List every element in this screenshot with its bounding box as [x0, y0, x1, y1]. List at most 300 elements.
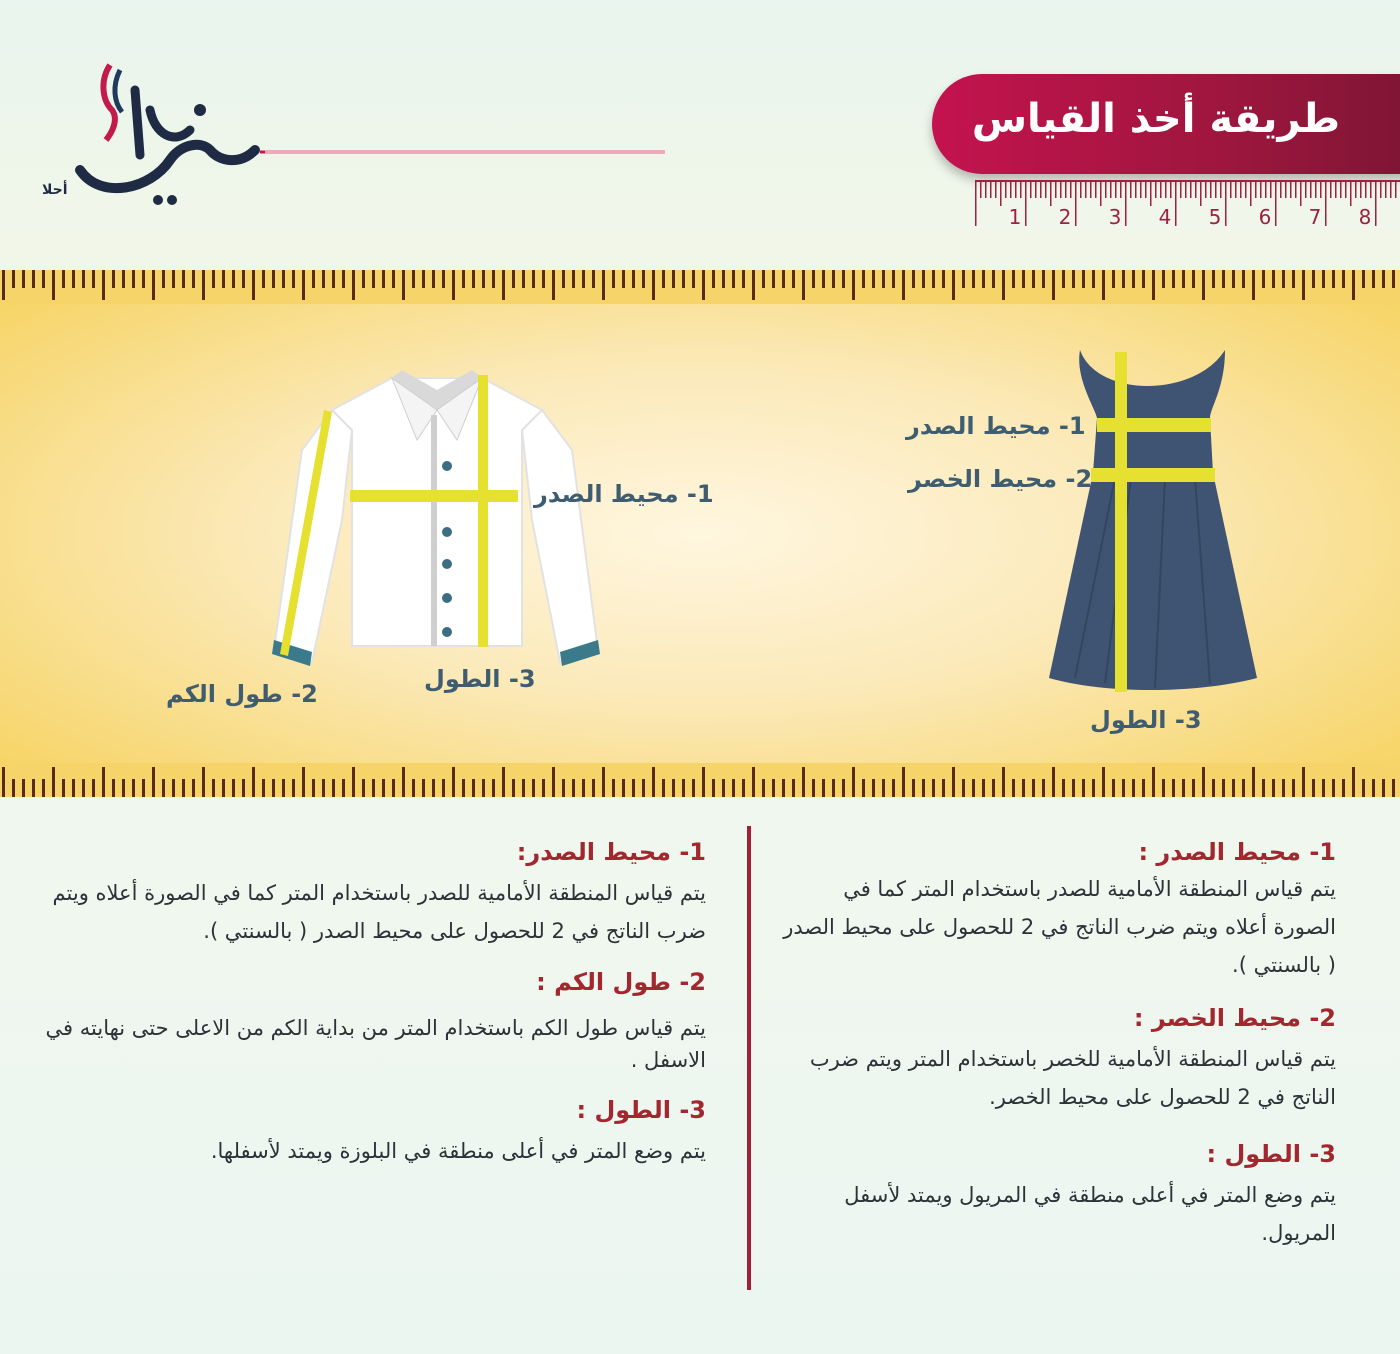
tape-edge-bottom [0, 763, 1400, 797]
tape-tick [1182, 779, 1185, 797]
small-ruler-tick [1150, 180, 1152, 206]
tape-tick [972, 270, 975, 288]
small-ruler-tick [1365, 180, 1367, 198]
tape-tick [232, 270, 235, 288]
small-ruler-tick [1050, 180, 1052, 206]
tape-tick [392, 779, 395, 797]
tape-tick [1092, 270, 1095, 288]
tape-tick [402, 270, 405, 300]
small-ruler-tick [1040, 180, 1042, 198]
tape-tick [1232, 779, 1235, 797]
tape-tick [1122, 779, 1125, 797]
tape-tick [402, 767, 405, 797]
shirt-sleeve-label: 2- طول الكم [166, 680, 318, 708]
tape-tick [462, 779, 465, 797]
tape-tick [842, 779, 845, 797]
small-ruler-tick [1120, 180, 1122, 198]
small-ruler-tick [1140, 180, 1142, 198]
tape-tick [592, 779, 595, 797]
tape-tick [772, 779, 775, 797]
small-ruler-number: 1 [1008, 205, 1022, 228]
tape-tick [1212, 779, 1215, 797]
tape-tick [582, 270, 585, 288]
tape-tick [1012, 270, 1015, 288]
tape-tick [1262, 270, 1265, 288]
tape-tick [1042, 779, 1045, 797]
tape-tick [2, 270, 5, 300]
tape-tick [1092, 779, 1095, 797]
tape-tick [822, 779, 825, 797]
dress-waist-text: يتم قياس المنطقة الأمامية للخصر باستخدام المتر ويتم ضرب الناتج في 2 للحصول على محيط الخصر. [809, 1047, 1336, 1109]
small-ruler-tick [1095, 180, 1097, 198]
small-ruler-number: 3 [1108, 205, 1122, 228]
tape-tick [282, 779, 285, 797]
tape-tick [562, 779, 565, 797]
tape-tick [1322, 270, 1325, 288]
tape-tick [762, 779, 765, 797]
tape-tick [52, 767, 55, 797]
tape-tick [1132, 779, 1135, 797]
tape-tick [892, 270, 895, 288]
tape-tick [1332, 779, 1335, 797]
small-ruler [975, 180, 1400, 228]
small-ruler-tick [1200, 180, 1202, 206]
tape-tick [352, 270, 355, 300]
tape-tick [302, 767, 305, 797]
tape-tick [822, 270, 825, 288]
tape-tick [732, 779, 735, 797]
dress-illustration [1045, 348, 1260, 694]
tape-tick [1312, 779, 1315, 797]
small-ruler-tick [1020, 180, 1022, 198]
small-ruler-number: 2 [1058, 205, 1072, 228]
tape-tick [1072, 779, 1075, 797]
tape-tick [362, 779, 365, 797]
small-ruler-number: 5 [1208, 205, 1222, 228]
tape-tick [572, 779, 575, 797]
tape-tick [612, 779, 615, 797]
tape-tick [262, 270, 265, 288]
tape-tick [1342, 779, 1345, 797]
tape-tick [1222, 270, 1225, 288]
tape-tick [852, 270, 855, 300]
dress-length-text: يتم وضع المتر في أعلى منطقة في المريول ويمتد لأسفل المريول. [844, 1183, 1336, 1245]
small-ruler-number: 6 [1258, 205, 1272, 228]
tape-tick [1112, 270, 1115, 288]
small-ruler-tick [1125, 180, 1127, 226]
tape-tick [582, 779, 585, 797]
small-ruler-tick [1045, 180, 1047, 198]
tape-tick [1392, 779, 1395, 797]
tape-tick [282, 270, 285, 288]
tape-tick [672, 779, 675, 797]
tape-tick [1032, 270, 1035, 288]
tape-tick [1172, 779, 1175, 797]
small-ruler-tick [1240, 180, 1242, 198]
tape-tick [182, 270, 185, 288]
tape-tick [832, 779, 835, 797]
tape-tick [682, 779, 685, 797]
tape-tick [482, 779, 485, 797]
small-ruler-tick [1350, 180, 1352, 206]
small-ruler-tick [995, 180, 997, 198]
tape-tick [592, 270, 595, 288]
tape-tick [682, 270, 685, 288]
tape-tick [1162, 270, 1165, 288]
small-ruler-tick [1230, 180, 1232, 198]
tape-tick [262, 779, 265, 797]
small-ruler-tick [1300, 180, 1302, 206]
tape-tick [502, 767, 505, 797]
tape-tick [162, 779, 165, 797]
tape-tick [572, 270, 575, 288]
tape-tick [1352, 270, 1355, 300]
small-ruler-tick [1070, 180, 1072, 198]
tape-tick [812, 779, 815, 797]
tape-tick [1282, 779, 1285, 797]
tape-tick [152, 767, 155, 797]
tape-tick [792, 779, 795, 797]
tape-tick [142, 779, 145, 797]
tape-tick [902, 270, 905, 300]
tape-tick [632, 270, 635, 288]
shirt-length-label: 3- الطول [424, 665, 536, 693]
tape-tick [802, 270, 805, 300]
small-ruler-tick [1110, 180, 1112, 198]
small-ruler-tick [1055, 180, 1057, 198]
small-ruler-tick [1245, 180, 1247, 198]
tape-tick [1232, 270, 1235, 288]
tape-tick [1152, 767, 1155, 797]
small-ruler-tick [1190, 180, 1192, 198]
tape-tick [242, 270, 245, 288]
tape-tick [222, 270, 225, 288]
small-ruler-tick [1340, 180, 1342, 198]
small-ruler-tick [1275, 180, 1277, 226]
tape-tick [872, 270, 875, 288]
shirt-illustration [272, 370, 602, 670]
tape-tick [752, 270, 755, 300]
tape-tick [662, 270, 665, 288]
small-ruler-tick [1395, 180, 1397, 198]
tape-tick [1382, 270, 1385, 288]
small-ruler-tick [1310, 180, 1312, 198]
tape-tick [992, 779, 995, 797]
tape-tick [1082, 779, 1085, 797]
tape-tick [252, 270, 255, 300]
tape-tick [702, 270, 705, 300]
tape-tick [1292, 270, 1295, 288]
small-ruler-tick [1035, 180, 1037, 198]
small-ruler-tick [1060, 180, 1062, 198]
tape-tick [352, 767, 355, 797]
tape-tick [622, 779, 625, 797]
small-ruler-tick [1025, 180, 1027, 226]
tape-edge-top [0, 270, 1400, 304]
tape-tick [1352, 767, 1355, 797]
small-ruler-tick [1265, 180, 1267, 198]
tape-tick [1282, 270, 1285, 288]
tape-tick [1202, 767, 1205, 797]
small-ruler-tick [1280, 180, 1282, 198]
tape-tick [242, 779, 245, 797]
tape-tick [462, 270, 465, 288]
tape-tick [602, 767, 605, 797]
shirt-sleeve-heading: 2- طول الكم : [536, 968, 706, 996]
tape-tick [712, 270, 715, 288]
brand-logo [40, 50, 280, 220]
tape-tick [1222, 779, 1225, 797]
tape-tick [22, 270, 25, 288]
tape-tick [1242, 779, 1245, 797]
dress-chest-text: يتم قياس المنطقة الأمامية للصدر باستخدام المتر كما في الصورة أعلاه ويتم ضرب الناتج في 2 للحصول على محيط الصدر ( بالسنتي ). [783, 877, 1336, 977]
tape-tick [1332, 270, 1335, 288]
tape-tick [152, 270, 155, 300]
small-ruler-tick [1325, 180, 1327, 226]
tape-tick [912, 270, 915, 288]
tape-tick [472, 779, 475, 797]
tape-tick [652, 270, 655, 300]
dress-instructions [780, 838, 1336, 1252]
tape-tick [722, 779, 725, 797]
tape-tick [112, 779, 115, 797]
tape-tick [32, 270, 35, 288]
small-ruler-tick [1210, 180, 1212, 198]
tape-tick [1272, 779, 1275, 797]
tape-tick [692, 779, 695, 797]
small-ruler-tick [1360, 180, 1362, 198]
tape-tick [912, 779, 915, 797]
tape-tick [392, 270, 395, 288]
small-ruler-tick [1160, 180, 1162, 198]
tape-tick [312, 270, 315, 288]
tape-tick [192, 270, 195, 288]
tape-tick [1362, 779, 1365, 797]
tape-tick [532, 779, 535, 797]
tape-tick [1382, 779, 1385, 797]
tape-tick [102, 270, 105, 300]
tape-tick [412, 270, 415, 288]
small-ruler-tick [1385, 180, 1387, 198]
tape-tick [942, 779, 945, 797]
tape-tick [802, 767, 805, 797]
tape-tick [342, 779, 345, 797]
tape-tick [252, 767, 255, 797]
tape-tick [872, 779, 875, 797]
tape-tick [212, 270, 215, 288]
tape-tick [1202, 270, 1205, 300]
tape-tick [2, 767, 5, 797]
logo-tagline: أحلا [42, 182, 68, 198]
tape-tick [142, 270, 145, 288]
small-ruler-tick [990, 180, 992, 198]
small-ruler-tick [985, 180, 987, 198]
dress-waist-heading: 2- محيط الخصر : [1133, 1004, 1336, 1032]
small-ruler-tick [1165, 180, 1167, 198]
small-ruler-tick [1085, 180, 1087, 198]
tape-tick [1002, 767, 1005, 797]
tape-tick [952, 270, 955, 300]
tape-tick [112, 270, 115, 288]
small-ruler-tick [1170, 180, 1172, 198]
tape-tick [742, 779, 745, 797]
tape-tick [202, 767, 205, 797]
tape-tick [52, 270, 55, 300]
small-ruler-tick [1305, 180, 1307, 198]
small-ruler-tick [1135, 180, 1137, 198]
small-ruler-tick [1205, 180, 1207, 198]
tape-tick [932, 779, 935, 797]
tape-tick [1212, 270, 1215, 288]
tape-tick [1192, 270, 1195, 288]
logo-underline [265, 150, 665, 154]
tape-tick [42, 270, 45, 288]
small-ruler-tick [1065, 180, 1067, 198]
tape-tick [992, 270, 995, 288]
shirt-chest-label: 1- محيط الصدر [534, 480, 714, 508]
small-ruler-tick [1175, 180, 1177, 226]
tape-tick [292, 779, 295, 797]
tape-tick [622, 270, 625, 288]
small-ruler-tick [1335, 180, 1337, 198]
tape-tick [1012, 779, 1015, 797]
tape-tick [212, 779, 215, 797]
tape-tick [1152, 270, 1155, 300]
tape-tick [1342, 270, 1345, 288]
tape-tick [1022, 270, 1025, 288]
tape-tick [482, 270, 485, 288]
tape-tick [1242, 270, 1245, 288]
small-ruler-tick [980, 180, 982, 198]
tape-tick [662, 779, 665, 797]
tape-tick [1052, 767, 1055, 797]
tape-tick [1072, 270, 1075, 288]
tape-tick [892, 779, 895, 797]
tape-tick [1252, 270, 1255, 300]
small-ruler-tick [1215, 180, 1217, 198]
small-ruler-tick [1005, 180, 1007, 198]
tape-tick [1132, 270, 1135, 288]
tape-tick [412, 779, 415, 797]
tape-tick [702, 767, 705, 797]
small-ruler-tick [1075, 180, 1077, 226]
tape-tick [232, 779, 235, 797]
tape-tick [32, 779, 35, 797]
tape-tick [42, 779, 45, 797]
shirt-chest-text: يتم قياس المنطقة الأمامية للصدر باستخدام المتر كما في الصورة أعلاه ويتم ضرب الناتج في 2 للحصول على محيط الصدر ( بالسنتي ). [52, 881, 706, 943]
tape-tick [982, 779, 985, 797]
small-ruler-tick [1010, 180, 1012, 198]
tape-tick [692, 270, 695, 288]
tape-tick [452, 270, 455, 300]
tape-tick [962, 779, 965, 797]
tape-tick [102, 767, 105, 797]
tape-tick [302, 270, 305, 300]
tape-tick [162, 270, 165, 288]
small-ruler-tick [1315, 180, 1317, 198]
tape-tick [272, 270, 275, 288]
tape-tick [472, 270, 475, 288]
dress-chest-label: 1- محيط الصدر [906, 412, 1086, 440]
small-ruler-tick [1345, 180, 1347, 198]
tape-tick [542, 270, 545, 288]
tape-tick [372, 779, 375, 797]
small-ruler-tick [1295, 180, 1297, 198]
tape-tick [742, 270, 745, 288]
tape-tick [312, 779, 315, 797]
small-ruler-tick [1235, 180, 1237, 198]
tape-tick [1102, 767, 1105, 797]
tape-tick [72, 779, 75, 797]
tape-tick [1042, 270, 1045, 288]
tape-tick [612, 270, 615, 288]
tape-tick [922, 779, 925, 797]
tape-tick [862, 270, 865, 288]
small-ruler-tick [1380, 180, 1382, 198]
tape-tick [772, 270, 775, 288]
tape-tick [1162, 779, 1165, 797]
small-ruler-tick [1330, 180, 1332, 198]
small-ruler-tick [1390, 180, 1392, 198]
page-title: طريقة أخذ القياس [971, 96, 1340, 142]
tape-tick [342, 270, 345, 288]
small-ruler-tick [1355, 180, 1357, 198]
tape-tick [752, 767, 755, 797]
tape-tick [1182, 270, 1185, 288]
small-ruler-tick [1080, 180, 1082, 198]
small-ruler-tick [1370, 180, 1372, 198]
tape-tick [552, 767, 555, 797]
tape-tick [182, 779, 185, 797]
tape-tick [1062, 779, 1065, 797]
tape-tick [1142, 270, 1145, 288]
tape-tick [1062, 270, 1065, 288]
tape-tick [882, 270, 885, 288]
small-ruler-tick [1180, 180, 1182, 198]
small-ruler-tick [1250, 180, 1252, 206]
small-ruler-tick [1185, 180, 1187, 198]
small-ruler-tick [1285, 180, 1287, 198]
tape-tick [452, 767, 455, 797]
small-ruler-tick [1015, 180, 1017, 198]
tape-tick [132, 270, 135, 288]
tape-tick [22, 779, 25, 797]
tape-tick [362, 270, 365, 288]
tape-tick [952, 767, 955, 797]
tape-tick [332, 779, 335, 797]
tape-tick [1192, 779, 1195, 797]
small-ruler-tick [1225, 180, 1227, 226]
tape-tick [422, 779, 425, 797]
tape-tick [982, 270, 985, 288]
small-ruler-tick [1155, 180, 1157, 198]
small-ruler-tick [1195, 180, 1197, 198]
small-ruler-tick [1000, 180, 1002, 206]
tape-tick [712, 779, 715, 797]
tape-tick [762, 270, 765, 288]
small-ruler-tick [1105, 180, 1107, 198]
small-ruler-tick [1320, 180, 1322, 198]
tape-tick [1252, 767, 1255, 797]
tape-tick [1292, 779, 1295, 797]
small-ruler-number: 7 [1308, 205, 1322, 228]
small-ruler-tick [1030, 180, 1032, 198]
tape-tick [92, 270, 95, 288]
tape-tick [442, 779, 445, 797]
tape-tick [492, 270, 495, 288]
tape-tick [902, 767, 905, 797]
small-ruler-tick [1100, 180, 1102, 206]
